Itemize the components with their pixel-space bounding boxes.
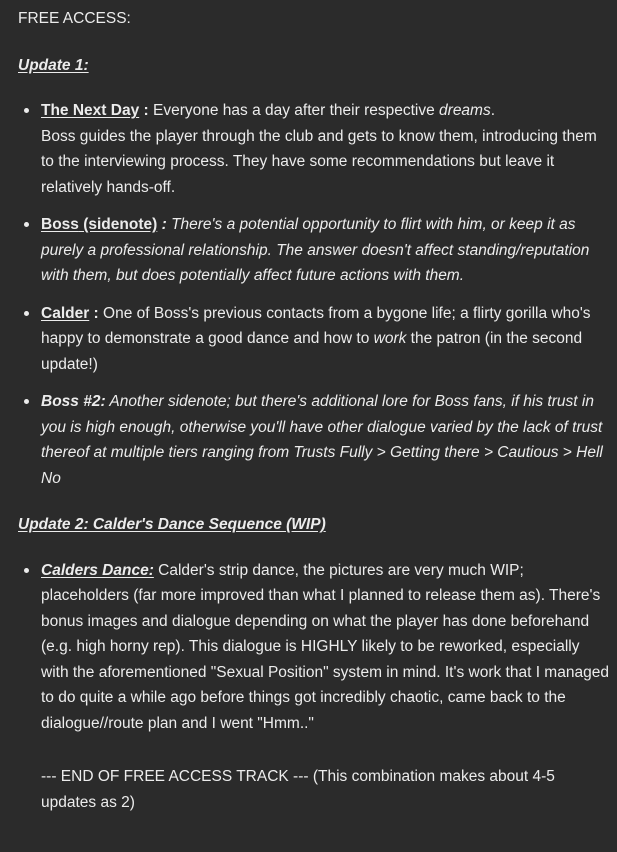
item-emphasis: dreams [439,102,491,119]
item-text: One of Boss's previous contacts from a bygone life; a flirty gorilla who's happy to demonstrate a good dance and how to [41,304,591,347]
item-separator: : [89,304,104,322]
list-item-the-next-day [18,98,610,200]
bullet-icon [24,222,29,227]
bullet-icon [24,568,29,573]
item-title: Calders Dance: [41,561,154,579]
item-title-paren: (sidenote) [78,216,158,233]
bullet-icon [24,108,29,113]
update-2-list [18,558,610,737]
list-item-calder [18,301,610,378]
item-emphasis: work [373,330,407,347]
bullet-icon [24,311,29,316]
item-separator: : [139,102,153,119]
update-1-list [18,98,610,491]
bullet-icon [24,399,29,404]
item-text: Everyone has a day after their respective [152,102,440,119]
update-1-heading: Update 1: [18,56,89,74]
item-title: The Next Day [41,102,140,119]
list-item-calders-dance [18,558,610,737]
item-text: Another sidenote; but there's additional lore for Boss fans, if his trust in you is high enough, otherwise you'll have other dialogue varied by the lack of trust thereof at multiple tiers ranging from Trusts Fully > Getting there > Cautious > Hell No [41,393,603,487]
end-of-free-access-note: --- END OF FREE ACCESS TRACK --- (This combination makes about 4-5 updates as 2) [41,768,555,811]
item-text-end: . [490,102,496,119]
item-separator: : [157,216,172,233]
item-description: Boss guides the player through the club and gets to know them, introducing them to the interviewing process. They have some recommendations but leave it relatively hands-off. [41,127,597,196]
item-text: There's a potential opportunity to flirt with him, or keep it as purely a professional relationship. The answer doesn't affect standing/reputation with them, but does potentially affect future actions with them. [41,216,590,284]
item-title: Calder [41,304,90,322]
update-2-heading: Update 2: Calder's Dance Sequence (WIP) [18,516,326,533]
document-body [18,6,610,815]
item-text-end: the patron (in the second update!) [41,330,583,373]
item-title: Boss #2: [41,393,106,410]
list-item-boss-sidenote [18,212,610,289]
list-item-boss-2 [18,389,610,491]
item-text: Calder's strip dance, the pictures are very much WIP; placeholders (far more improved than what I planned to release them as). There's bonus images and dialogue depending on what the player has done beforehand (e.g. high horny rep). This dialogue is HIGHLY likely to be reworked, especially with the aforementioned "Sexual Position" system in mind. It's work that I managed to do quite a while ago before things got incredibly chaotic, came back to the dialogue//route plan and I went "Hmm.." [41,561,609,732]
item-title: Boss [41,216,79,233]
free-access-label: FREE ACCESS: [18,10,131,27]
